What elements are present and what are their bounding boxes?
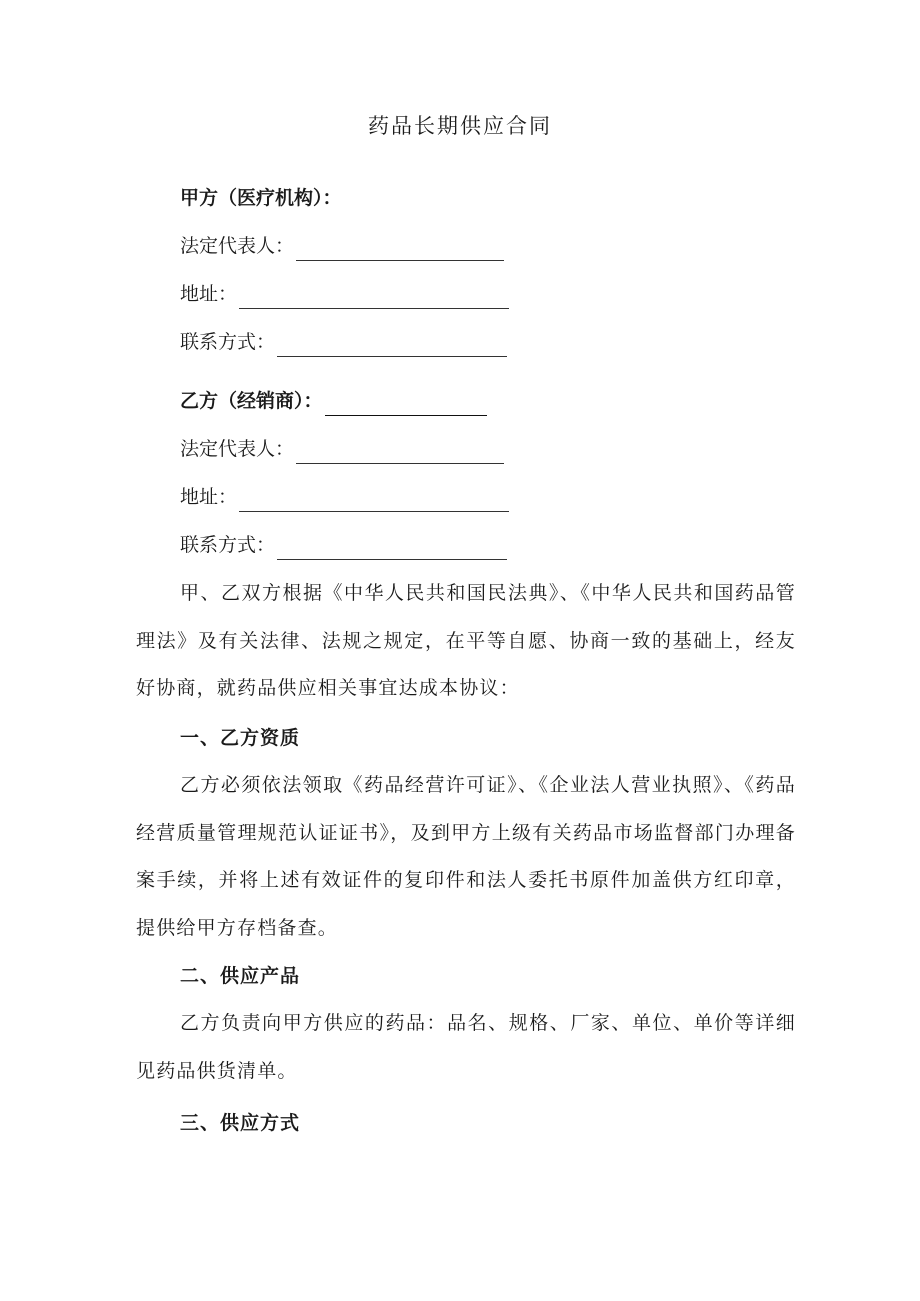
party-a-rep-blank[interactable] (296, 238, 504, 261)
party-b-contact-label: 联系方式： (180, 534, 276, 556)
party-a-label (180, 183, 342, 213)
party-a-address-line (180, 279, 509, 309)
party-a-label-text: 甲方（医疗机构）： (180, 187, 342, 209)
party-a-contact-label: 联系方式： (180, 331, 276, 353)
section-1-body: 乙方必须依法领取《药品经营许可证》、《企业法人营业执照》、《药品经营质量管理规范认证证书》，及到甲方上级有关药品市场监督部门办理备案手续，并将上述有效证件的复印件和法人委托书原件加盖供方红印章，提供给甲方存档备查。 (136, 774, 796, 939)
section-3-heading: 三、供应方式 (180, 1112, 301, 1134)
intro-paragraph: 甲、乙双方根据《中华人民共和国民法典》、《中华人民共和国药品管理法》及有关法律、法规之规定，在平等自愿、协商一致的基础上，经友好协商，就药品供应相关事宜达成本协议： (136, 582, 796, 699)
party-b-contact-blank[interactable] (277, 537, 507, 560)
party-b-name-blank[interactable] (325, 393, 487, 416)
party-a-address-blank[interactable] (239, 286, 509, 309)
section-1-heading: 一、乙方资质 (180, 727, 301, 749)
party-b-contact-line (180, 530, 507, 560)
party-a-rep-label: 法定代表人： (180, 235, 295, 257)
party-b-rep-line (180, 434, 504, 464)
party-a-contact-blank[interactable] (277, 334, 507, 357)
party-a-address-label: 地址： (180, 283, 238, 305)
party-b-address-label: 地址： (180, 486, 238, 508)
document-title: 药品长期供应合同 (368, 114, 552, 138)
party-b-address-line (180, 482, 509, 512)
party-a-contact-line (180, 327, 507, 357)
section-2-body: 乙方负责向甲方供应的药品：品名、规格、厂家、单位、单价等详细见药品供货清单。 (136, 1012, 796, 1082)
party-b-address-blank[interactable] (239, 489, 509, 512)
party-b-label: 乙方（经销商）： (180, 390, 323, 412)
party-b-rep-blank[interactable] (296, 441, 504, 464)
party-b-line (180, 386, 487, 416)
party-b-rep-label: 法定代表人： (180, 438, 295, 460)
party-a-rep-line (180, 231, 504, 261)
section-2-heading: 二、供应产品 (180, 965, 301, 987)
